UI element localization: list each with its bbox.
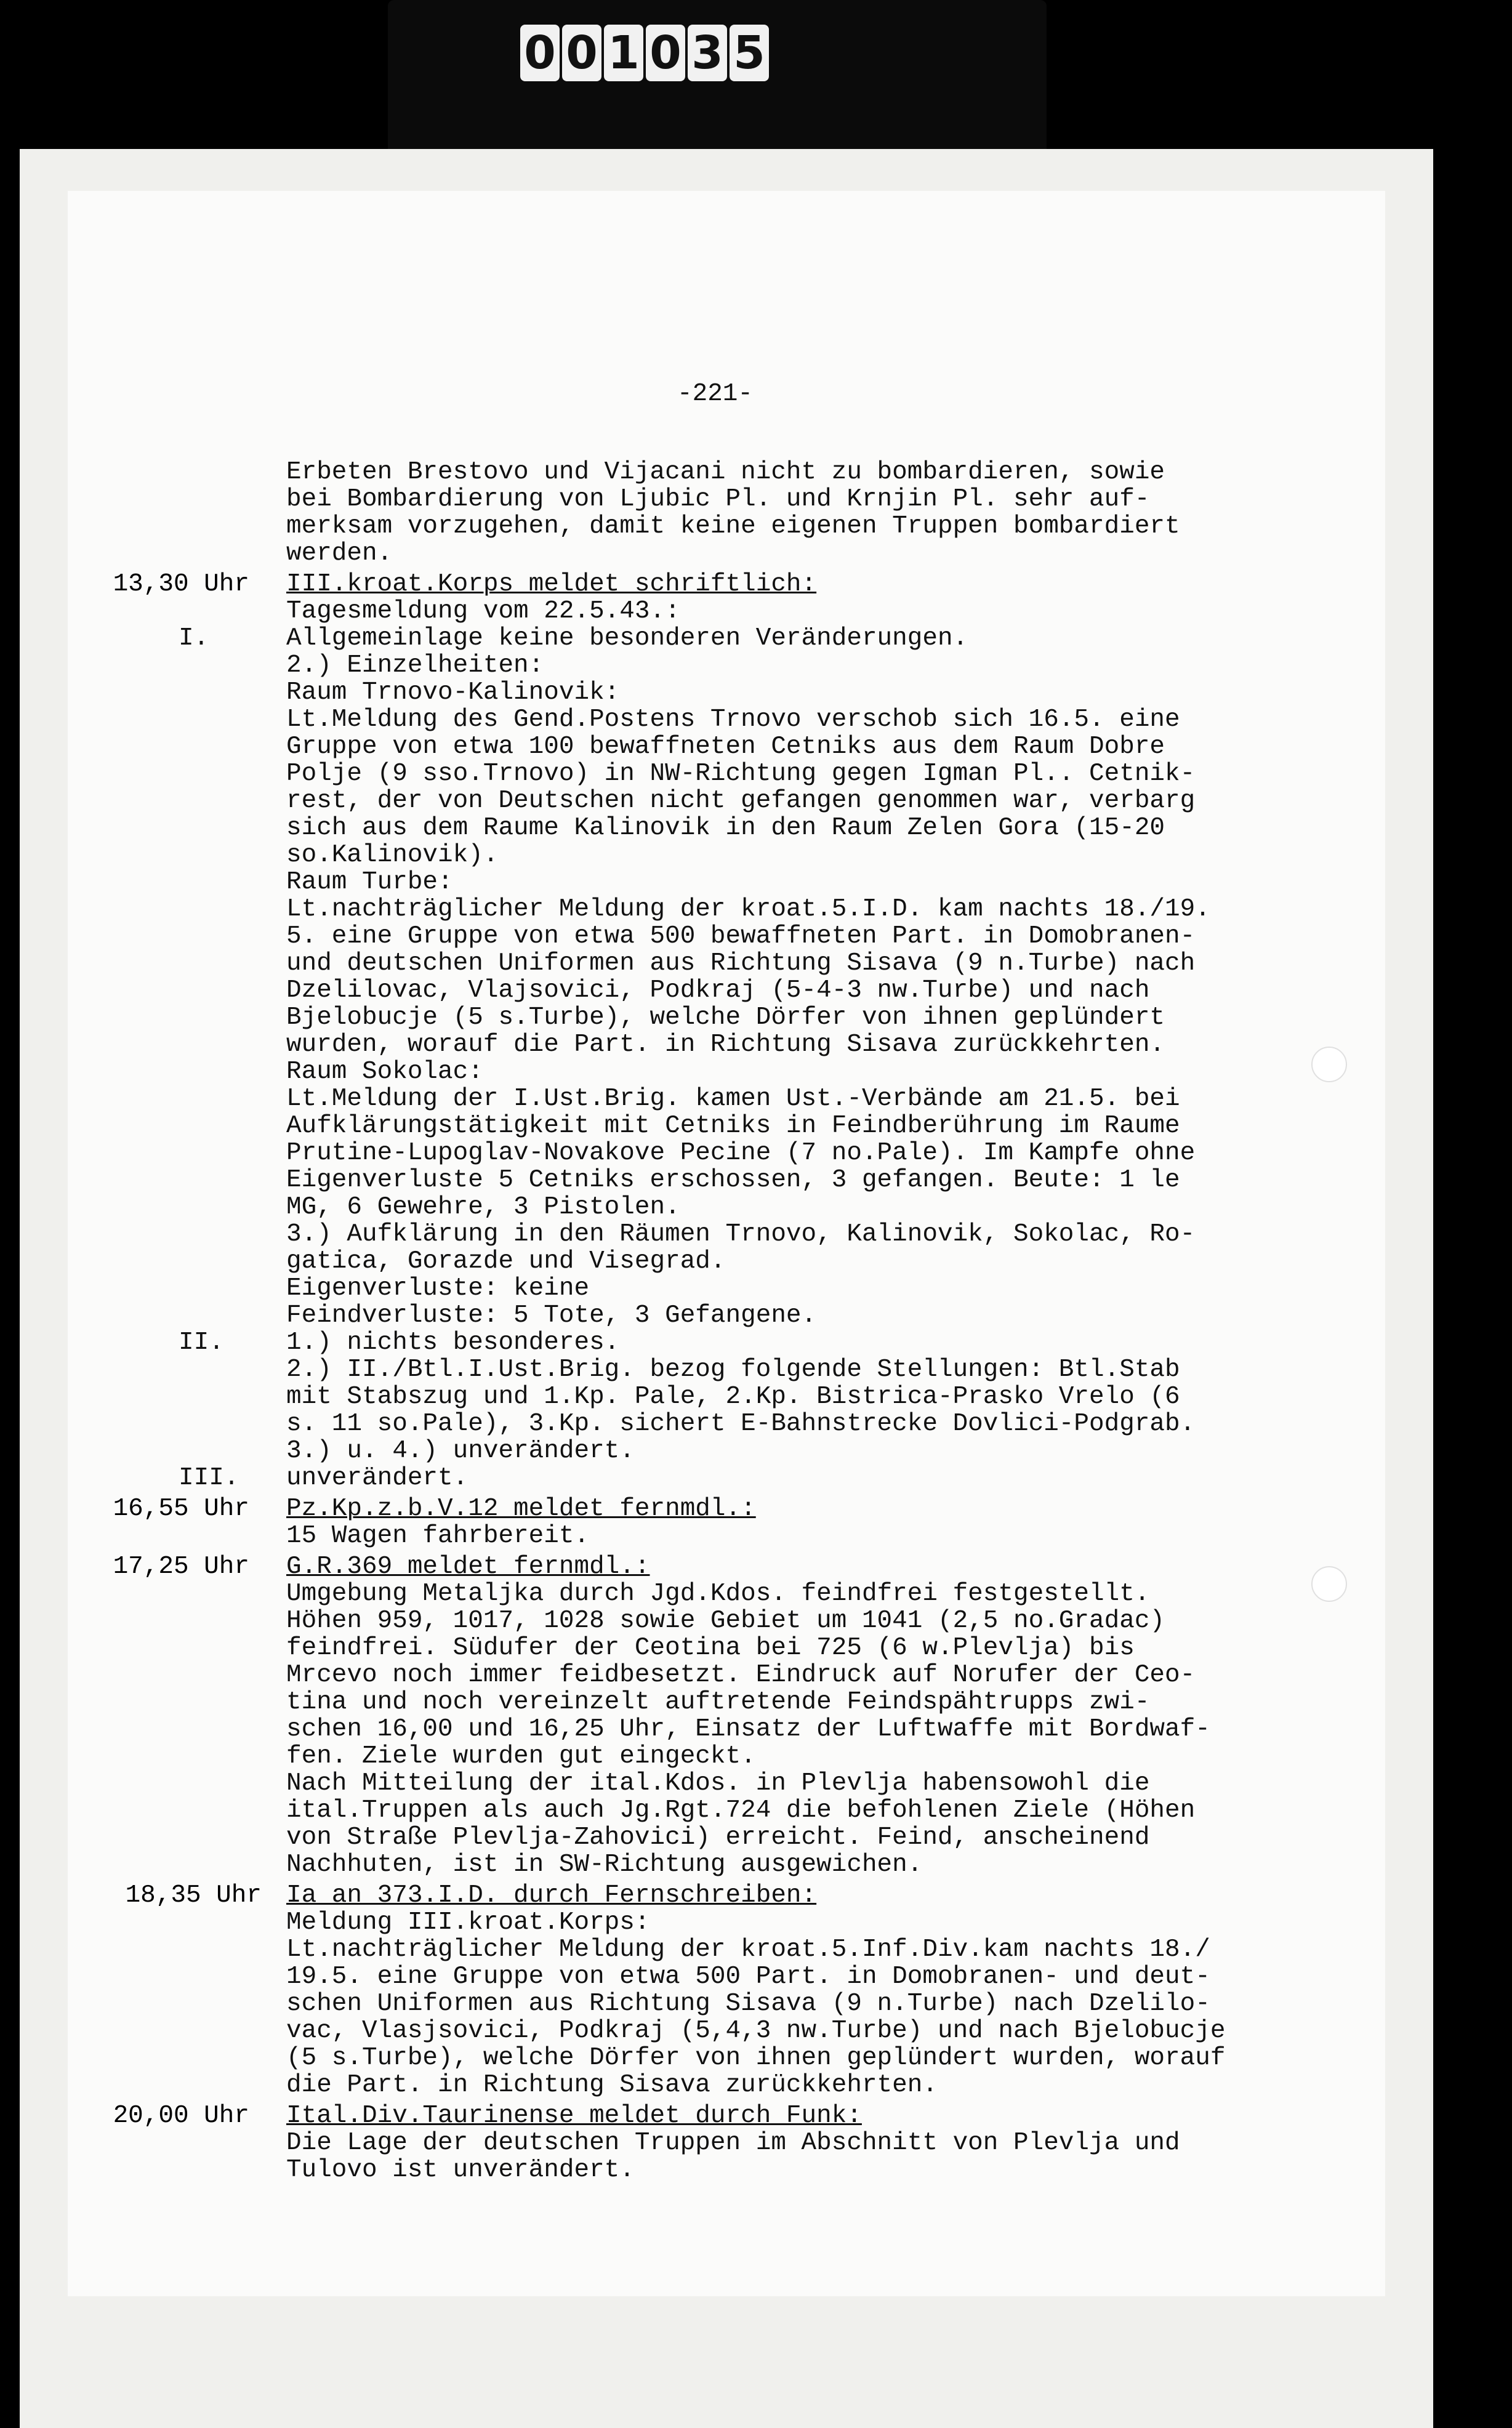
entry-line: 5. eine Gruppe von etwa 500 bewaffneten Part. in Domobranen- (286, 922, 1196, 951)
entry-line: Raum Sokolac: (286, 1058, 483, 1086)
section-mark: I. (179, 624, 209, 653)
entry-line: schen Uniformen aus Richtung Sisava (9 n.Turbe) nach Dzelilo- (286, 1990, 1210, 2018)
entry-line: 3.) Aufklärung in den Räumen Trnovo, Kalinovik, Sokolac, Ro- (286, 1220, 1196, 1248)
entry-line: Aufklärungstätigkeit mit Cetniks in Feindberührung im Raume (286, 1112, 1180, 1140)
intro-line: merksam vorzugehen, damit keine eigenen Truppen bombardiert (286, 512, 1180, 541)
entry-line: Meldung III.kroat.Korps: (286, 1908, 650, 1937)
entry-line: Bjelobucje (5 s.Turbe), welche Dörfer von ihnen geplündert (286, 1003, 1165, 1032)
page-number: -221- (677, 380, 754, 408)
entry-time: 13,30 Uhr (113, 570, 249, 598)
intro-line: bei Bombardierung von Ljubic Pl. und Krnjin Pl. sehr auf- (286, 485, 1150, 513)
entry-line: 1.) nichts besonderes. (286, 1329, 620, 1357)
entry-line: 3.) u. 4.) unverändert. (286, 1437, 635, 1465)
entry-heading: Ital.Div.Taurinense meldet durch Funk: (286, 2102, 862, 2130)
entry-line: Tulovo ist unverändert. (286, 2156, 635, 2184)
entry-line: Tagesmeldung vom 22.5.43.: (286, 597, 680, 625)
entry-line: 19.5. eine Gruppe von etwa 500 Part. in Domobranen- und deut- (286, 1963, 1210, 1991)
entry-line: MG, 6 Gewehre, 3 Pistolen. (286, 1193, 680, 1221)
entry-line: die Part. in Richtung Sisava zurückkehrten. (286, 2071, 938, 2099)
entry-line: sich aus dem Raume Kalinovik in den Raum Zelen Gora (15-20 (286, 814, 1165, 842)
entry-line: Raum Turbe: (286, 868, 453, 896)
entry-time: 18,35 Uhr (125, 1881, 262, 1910)
entry-time: 17,25 Uhr (113, 1553, 249, 1581)
entry-heading: III.kroat.Korps meldet schriftlich: (286, 570, 817, 598)
entry-line: ital.Truppen als auch Jg.Rgt.724 die befohlenen Ziele (Höhen (286, 1796, 1196, 1825)
archive-stamp-number (520, 25, 769, 81)
entry-line: und deutschen Uniformen aus Richtung Sisava (9 n.Turbe) nach (286, 949, 1196, 978)
entry-heading: G.R.369 meldet fernmdl.: (286, 1553, 650, 1581)
stamp-digit: 0 (520, 25, 560, 81)
entry-line: mit Stabszug und 1.Kp. Pale, 2.Kp. Bistrica-Prasko Vrelo (6 (286, 1383, 1180, 1411)
entry-line: Prutine-Lupoglav-Novakove Pecine (7 no.Pale). Im Kampfe ohne (286, 1139, 1196, 1167)
section-mark: III. (179, 1464, 239, 1492)
entry-heading: Pz.Kp.z.b.V.12 meldet fernmdl.: (286, 1495, 756, 1523)
stamp-digit: 5 (730, 25, 769, 81)
entry-line: Allgemeinlage keine besonderen Veränderungen. (286, 624, 968, 653)
entry-line: fen. Ziele wurden gut eingeckt. (286, 1742, 756, 1771)
entry-time: 20,00 Uhr (113, 2102, 249, 2130)
intro-line: werden. (286, 539, 393, 568)
entry-line: Raum Trnovo-Kalinovik: (286, 678, 620, 707)
entry-line: Lt.Meldung der I.Ust.Brig. kamen Ust.-Verbände am 21.5. bei (286, 1085, 1180, 1113)
entry-line: Eigenverluste: keine (286, 1274, 590, 1303)
entry-line: Lt.nachträglicher Meldung der kroat.5.Inf.Div.kam nachts 18./ (286, 1936, 1210, 1964)
entry-heading: Ia an 373.I.D. durch Fernschreiben: (286, 1881, 817, 1910)
entry-time: 16,55 Uhr (113, 1495, 249, 1523)
entry-line: vac, Vlasjsovici, Podkraj (5,4,3 nw.Turbe) und nach Bjelobucje (286, 2017, 1226, 2045)
entry-line: Dzelilovac, Vlajsovici, Podkraj (5-4-3 nw.Turbe) und nach (286, 976, 1150, 1005)
entry-line: rest, der von Deutschen nicht gefangen genommen war, verbarg (286, 787, 1196, 815)
entry-line: so.Kalinovik). (286, 841, 499, 869)
entry-line: schen 16,00 und 16,25 Uhr, Einsatz der Luftwaffe mit Bordwaf- (286, 1715, 1210, 1743)
stamp-digit: 0 (646, 25, 685, 81)
entry-line: wurden, worauf die Part. in Richtung Sisava zurückkehrten. (286, 1031, 1165, 1059)
entry-line: Nachhuten, ist in SW-Richtung ausgewichen. (286, 1851, 923, 1879)
entry-line: 2.) II./Btl.I.Ust.Brig. bezog folgende Stellungen: Btl.Stab (286, 1356, 1180, 1384)
entry-line: tina und noch vereinzelt auftretende Feindspähtrupps zwi- (286, 1688, 1150, 1716)
section-mark: II. (179, 1329, 224, 1357)
entry-line: Mrcevo noch immer feidbesetzt. Eindruck auf Norufer der Ceo- (286, 1661, 1196, 1689)
entry-line: Die Lage der deutschen Truppen im Abschnitt von Plevlja und (286, 2129, 1180, 2157)
entry-line: feindfrei. Südufer der Ceotina bei 725 (6 w.Plevlja) bis (286, 1634, 1135, 1662)
entry-line: Nach Mitteilung der ital.Kdos. in Plevlja habensowohl die (286, 1769, 1150, 1798)
stamp-digit: 3 (688, 25, 727, 81)
entry-line: gatica, Gorazde und Visegrad. (286, 1247, 726, 1276)
entry-line: Umgebung Metaljka durch Jgd.Kdos. feindfrei festgestellt. (286, 1580, 1150, 1608)
entry-line: von Straße Plevlja-Zahovici) erreicht. Feind, anscheinend (286, 1823, 1150, 1852)
intro-line: Erbeten Brestovo und Vijacani nicht zu bombardieren, sowie (286, 458, 1165, 486)
entry-line: Lt.nachträglicher Meldung der kroat.5.I.D. kam nachts 18./19. (286, 895, 1210, 923)
entry-line: unverändert. (286, 1464, 468, 1492)
entry-line: s. 11 so.Pale), 3.Kp. sichert E-Bahnstrecke Dovlici-Podgrab. (286, 1410, 1196, 1438)
entry-line: Gruppe von etwa 100 bewaffneten Cetniks aus dem Raum Dobre (286, 733, 1165, 761)
entry-line: Höhen 959, 1017, 1028 sowie Gebiet um 1041 (2,5 no.Gradac) (286, 1607, 1165, 1635)
entry-line: Feindverluste: 5 Tote, 3 Gefangene. (286, 1301, 817, 1330)
entry-line: Eigenverluste 5 Cetniks erschossen, 3 gefangen. Beute: 1 le (286, 1166, 1180, 1194)
entry-line: 2.) Einzelheiten: (286, 651, 544, 680)
entry-line: Lt.Meldung des Gend.Postens Trnovo verschob sich 16.5. eine (286, 705, 1180, 734)
stamp-digit: 0 (562, 25, 601, 81)
entry-line: 15 Wagen fahrbereit. (286, 1522, 590, 1550)
entry-line: Polje (9 sso.Trnovo) in NW-Richtung gegen Igman Pl.. Cetnik- (286, 760, 1196, 788)
entry-line: (5 s.Turbe), welche Dörfer von ihnen geplündert wurden, worauf (286, 2044, 1226, 2072)
stamp-digit: 1 (604, 25, 643, 81)
